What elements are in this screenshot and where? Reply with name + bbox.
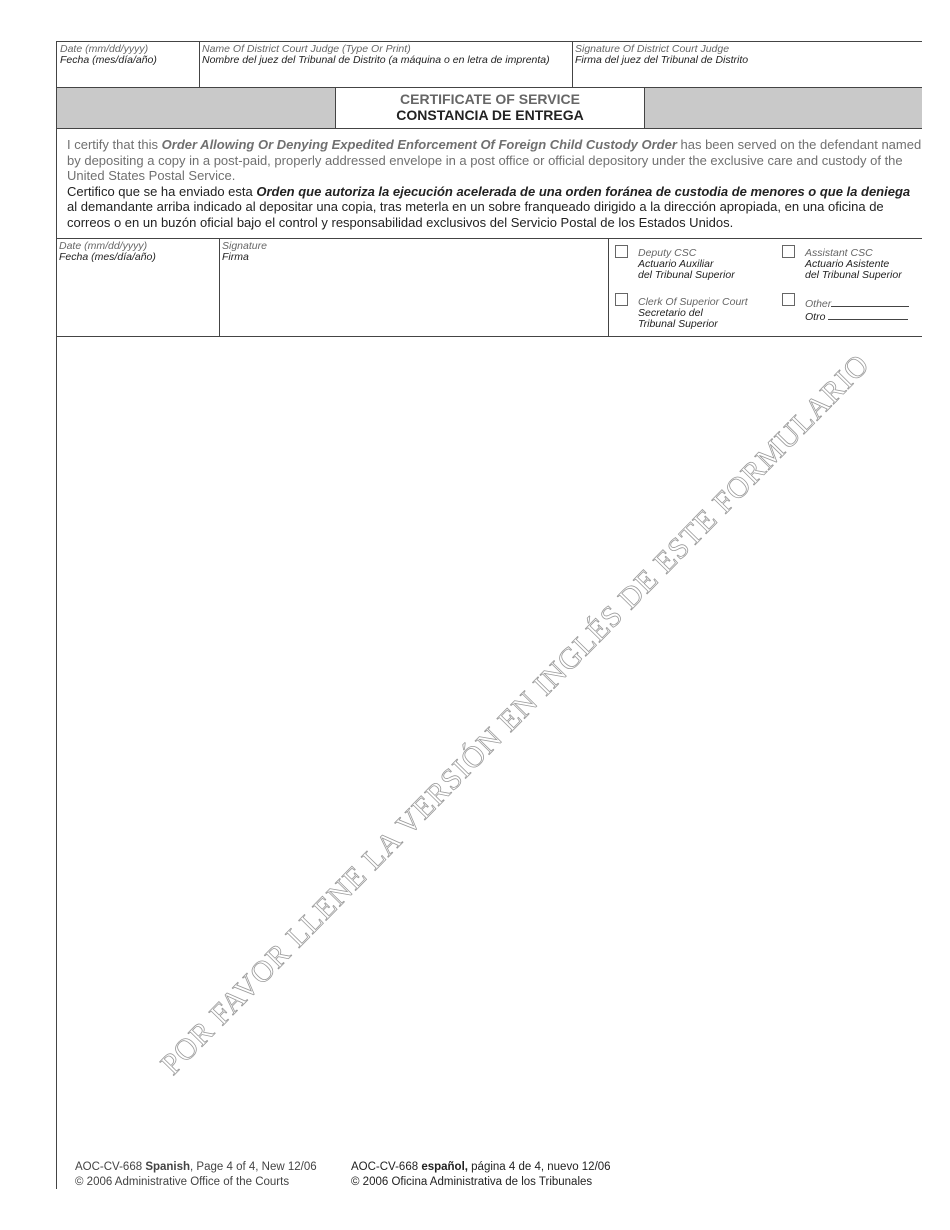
assistant-csc-label-es-1: Actuario Asistente — [805, 258, 890, 270]
certificate-title-es: CONSTANCIA DE ENTREGA — [396, 107, 584, 123]
clerk-label-es-1: Secretario del — [638, 307, 703, 319]
header-shade-left — [57, 88, 336, 128]
other-label — [805, 297, 909, 323]
assistant-csc-label — [805, 248, 902, 281]
footer-en-copyright: © 2006 Administrative Office of the Courts — [75, 1176, 290, 1188]
footer-es — [351, 1160, 611, 1190]
divider-judge-1 — [199, 41, 200, 87]
clerk-label-es-2: Tribunal Superior — [638, 318, 718, 330]
deputy-csc-label — [638, 248, 735, 281]
rule-top — [56, 41, 922, 42]
deputy-csc-label-es-2: del Tribunal Superior — [638, 269, 735, 281]
judge-name-label-en: Name Of District Court Judge (Type Or Print) — [202, 43, 411, 55]
left-border — [56, 41, 57, 1189]
other-label-en: Other — [805, 298, 832, 310]
judge-name-field[interactable] — [202, 44, 570, 86]
other-checkbox[interactable] — [782, 293, 795, 306]
clerk-label-en: Clerk Of Superior Court — [638, 296, 748, 308]
statement-es-part2: al demandante arriba indicado al depositar una copia, tras meterla en un sobre franqueado dirigido a la dirección apropiada, en una oficina de correos o en un buzón oficial bajo el control y responsabilidad exclusivos del Servicio Postal de los Estados Unidos. — [67, 199, 884, 230]
certificate-statement-en — [67, 137, 922, 184]
judge-signature-field[interactable] — [575, 44, 920, 86]
service-date-field[interactable] — [59, 241, 217, 335]
divider-service-2 — [608, 238, 609, 336]
footer-es-page-info: página 4 de 4, nuevo 12/06 — [467, 1161, 611, 1173]
certificate-title-en: CERTIFICATE OF SERVICE — [400, 91, 580, 107]
judge-signature-label-en: Signature Of District Court Judge — [575, 43, 730, 55]
statement-en-part2: has been served on the defendant named by depositing a copy in a post-paid, properly addressed envelope in a post office or official depository under the exclusive care and custody of the United States Postal Service. — [67, 137, 922, 183]
statement-es-order-title: Orden que autoriza la ejecución acelerada de una orden foránea de custodia de menores o que la deniega — [256, 183, 911, 199]
judge-signature-label-es: Firma del juez del Tribunal de Distrito — [575, 54, 749, 66]
service-signature-field[interactable] — [222, 241, 606, 335]
deputy-csc-checkbox[interactable] — [615, 245, 628, 258]
deputy-csc-label-en: Deputy CSC — [638, 247, 697, 259]
other-blank-line-en[interactable] — [831, 297, 909, 307]
clerk-superior-court-label — [638, 297, 748, 330]
rule-cert-text-bottom — [56, 238, 922, 239]
footer-es-form-number: AOC-CV-668 — [351, 1161, 422, 1173]
service-signature-label-en: Signature — [222, 240, 267, 252]
certificate-title — [336, 88, 644, 127]
clerk-superior-court-checkbox[interactable] — [615, 293, 628, 306]
certificate-statement-es — [67, 184, 922, 231]
service-date-label-es: Fecha (mes/día/año) — [59, 251, 156, 263]
rule-service-bottom — [56, 336, 922, 337]
footer-en — [75, 1160, 317, 1190]
judge-date-label-en: Date (mm/dd/yyyy) — [60, 43, 149, 55]
assistant-csc-label-en: Assistant CSC — [805, 247, 873, 259]
judge-date-field[interactable] — [60, 44, 196, 86]
judge-date-label-es: Fecha (mes/día/año) — [60, 54, 157, 66]
rule-cert-header-bottom — [56, 128, 922, 129]
other-label-es: Otro — [805, 311, 826, 323]
service-signature-label-es: Firma — [222, 251, 249, 263]
footer-es-copyright: © 2006 Oficina Administrativa de los Tribunales — [351, 1176, 593, 1188]
divider-judge-2 — [572, 41, 573, 87]
footer-en-page-info: , Page 4 of 4, New 12/06 — [190, 1161, 317, 1173]
assistant-csc-label-es-2: del Tribunal Superior — [805, 269, 902, 281]
footer-es-language: español, — [421, 1161, 468, 1173]
statement-en-part1: I certify that this — [67, 137, 162, 152]
footer-en-form-number: AOC-CV-668 — [75, 1161, 146, 1173]
header-divider-right — [644, 88, 645, 128]
footer-en-line1 — [75, 1160, 317, 1175]
certificate-statement — [67, 137, 922, 230]
deputy-csc-label-es-1: Actuario Auxiliar — [638, 258, 714, 270]
footer-en-language: Spanish — [145, 1161, 191, 1173]
other-blank-line-es[interactable] — [828, 310, 908, 320]
statement-es-part1: Certifico que se ha enviado esta — [67, 183, 257, 199]
divider-service-1 — [219, 238, 220, 336]
header-shade-right — [645, 88, 922, 128]
service-date-label-en: Date (mm/dd/yyyy) — [59, 240, 148, 252]
statement-en-order-title: Order Allowing Or Denying Expedited Enforcement Of Foreign Child Custody Order — [161, 137, 677, 152]
assistant-csc-checkbox[interactable] — [782, 245, 795, 258]
watermark-text: POR FAVOR LLENE LA VERSIÓN EN INGLÉS DE ESTE FORMULARIO — [154, 347, 877, 1082]
judge-name-label-es: Nombre del juez del Tribunal de Distrito (a máquina o en letra de imprenta) — [202, 54, 550, 66]
footer-es-line1 — [351, 1160, 611, 1175]
